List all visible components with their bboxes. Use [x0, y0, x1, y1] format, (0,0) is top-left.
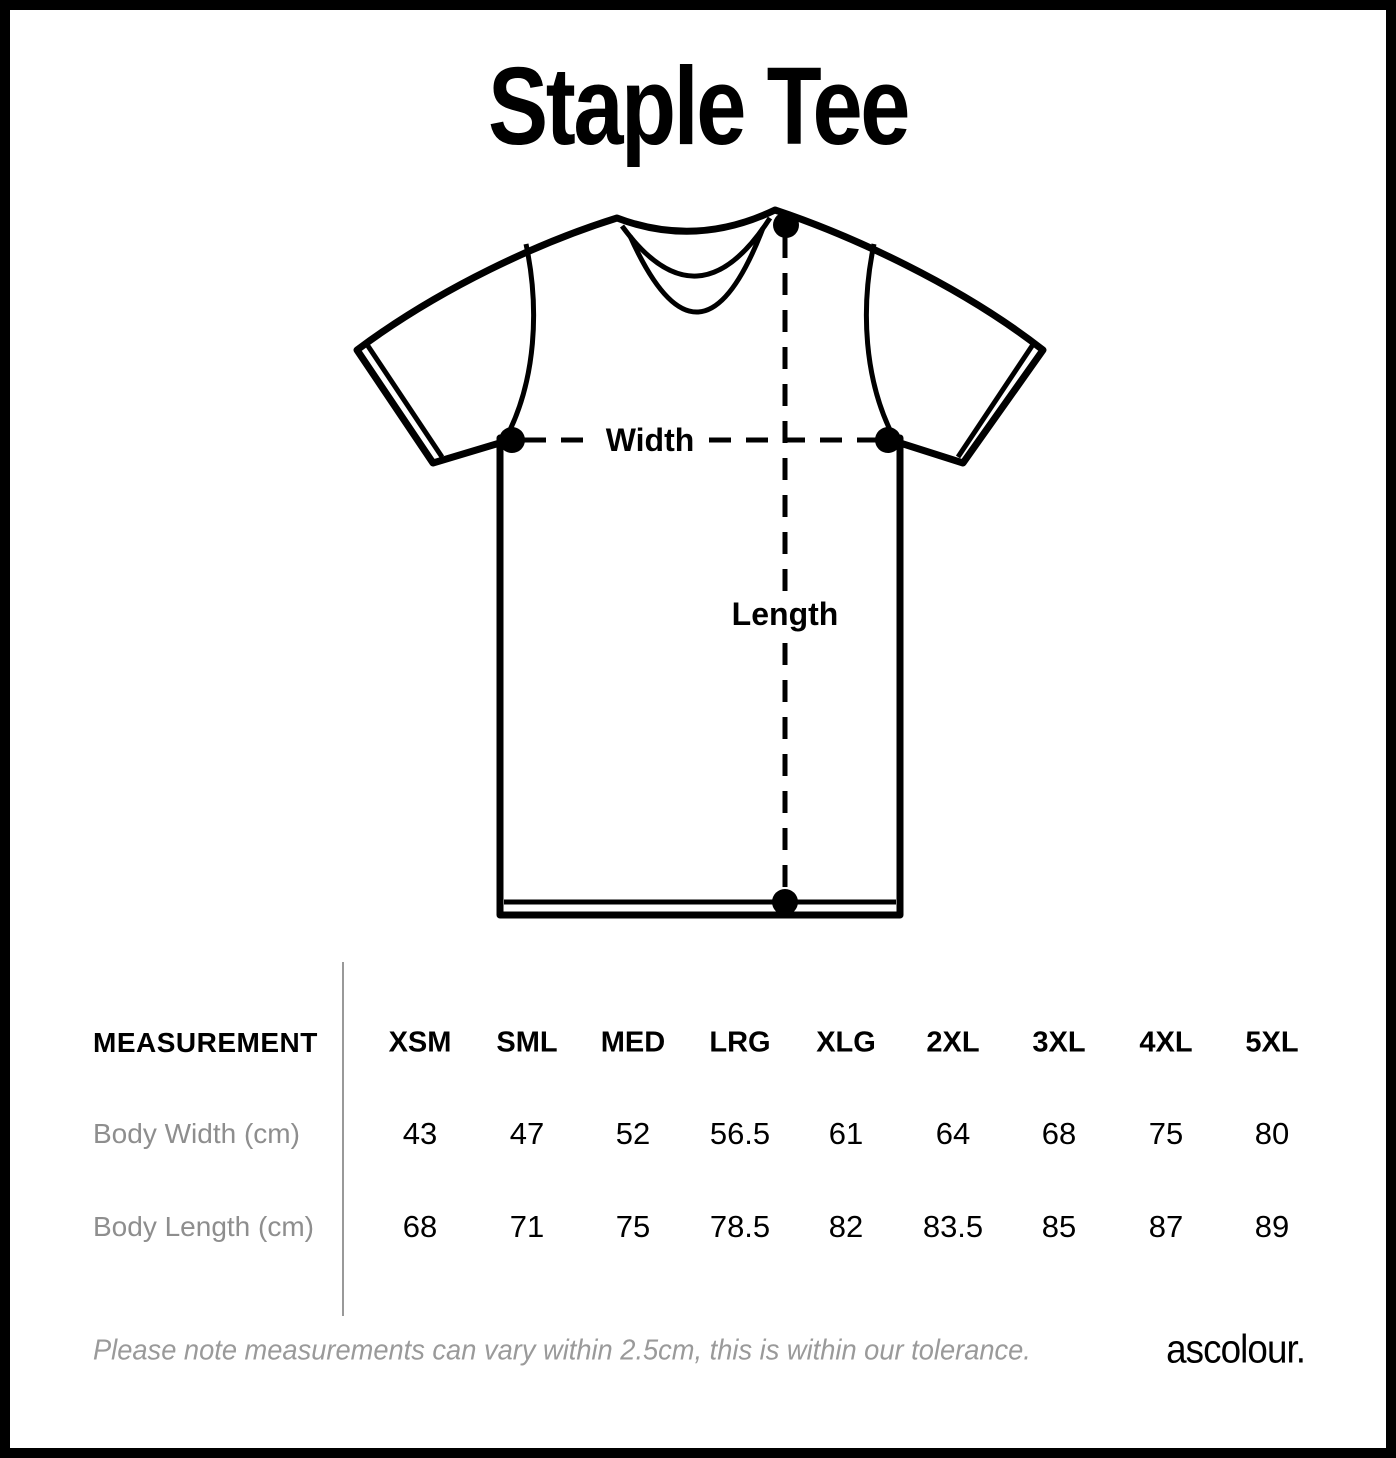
tolerance-note: Please note measurements can vary within 2.5cm, this is within our tolerance.	[93, 1334, 1031, 1367]
tshirt-body-path	[357, 210, 1043, 915]
table-divider-line	[342, 962, 344, 1316]
body-length-value: 78.5	[709, 1209, 771, 1244]
size-header-4xl: 4XL	[1139, 1026, 1193, 1059]
right-underarm-dot	[875, 427, 901, 453]
size-header-5xl: 5XL	[1245, 1026, 1299, 1059]
body-width-value: 56.5	[709, 1116, 771, 1151]
size-header-2xl: 2XL	[926, 1026, 980, 1059]
body-length-value: 83.5	[922, 1209, 984, 1244]
body-length-value: 85	[1041, 1209, 1077, 1244]
body-length-value: 75	[615, 1209, 651, 1244]
tshirt-diagram	[330, 180, 1070, 940]
hem-point-dot	[772, 889, 798, 915]
size-header-sml: SML	[496, 1026, 558, 1059]
body-width-value: 68	[1041, 1116, 1077, 1151]
length-dimension-label: Length	[720, 594, 851, 634]
body-width-value: 43	[402, 1116, 438, 1151]
size-header-xlg: XLG	[816, 1026, 876, 1059]
size-header-lrg: LRG	[709, 1026, 771, 1059]
size-header-med: MED	[600, 1026, 666, 1059]
size-header-xsm: XSM	[388, 1026, 452, 1059]
row-label-body-length: Body Length (cm)	[93, 1211, 314, 1242]
body-length-value: 87	[1148, 1209, 1184, 1244]
body-width-value: 61	[828, 1116, 864, 1151]
body-width-value: 47	[509, 1116, 545, 1151]
size-header-3xl: 3XL	[1032, 1026, 1086, 1059]
page-title: Staple Tee	[488, 45, 908, 168]
body-width-value: 52	[615, 1116, 651, 1151]
body-width-value: 64	[935, 1116, 971, 1151]
tshirt-outline-icon	[330, 180, 1070, 940]
measurement-column-header: MEASUREMENT	[93, 1027, 318, 1058]
left-underarm-dot	[499, 427, 525, 453]
row-label-body-width: Body Width (cm)	[93, 1118, 300, 1149]
body-length-value: 89	[1254, 1209, 1290, 1244]
body-width-value: 75	[1148, 1116, 1184, 1151]
body-length-value: 71	[509, 1209, 545, 1244]
ascolour-logo: ascolour.	[1165, 1327, 1305, 1372]
body-length-value: 68	[402, 1209, 438, 1244]
body-width-value: 80	[1254, 1116, 1290, 1151]
body-length-value: 82	[828, 1209, 864, 1244]
neck-point-dot	[773, 212, 799, 238]
width-dimension-label: Width	[594, 420, 707, 460]
